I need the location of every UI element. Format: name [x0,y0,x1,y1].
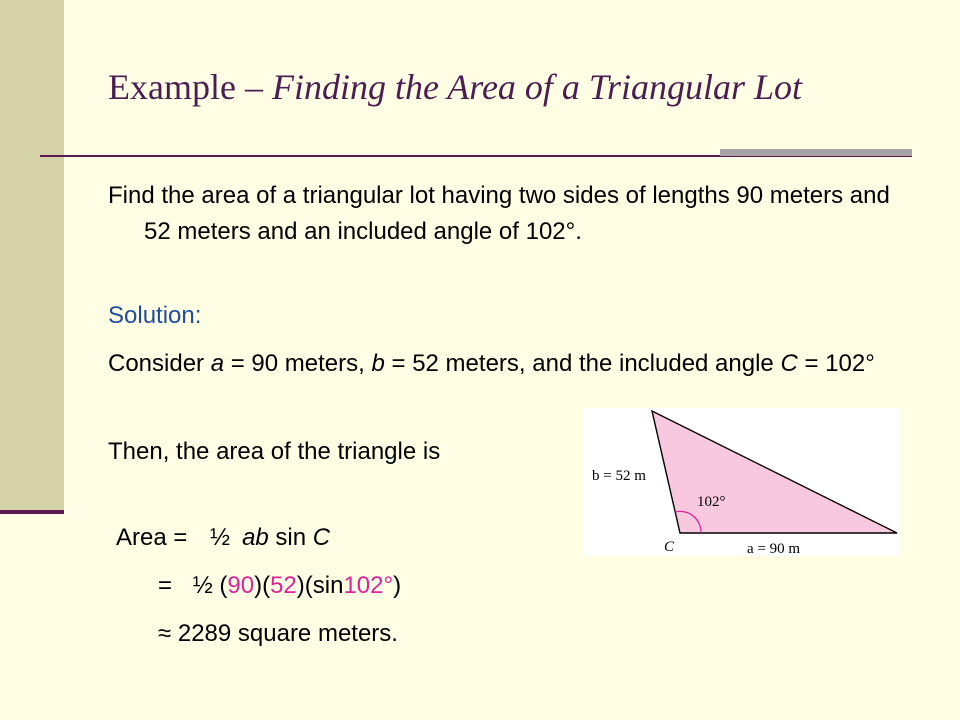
area-label: Area = [116,524,195,551]
paren-open: ( [212,572,228,599]
equals-sign: = [158,572,179,599]
half-symbol-2: ½ [192,572,213,599]
value-102: 102° [343,572,394,599]
var-a: a [210,350,225,377]
problem-statement: Find the area of a triangular lot having two sides of lengths 90 meters and 52 meters and an included angle of 102°. [108,182,890,245]
paren-close: ) [393,572,402,599]
slide-title-sub: – Finding the Area of a Triangular Lot [235,67,803,107]
consider-text-2: = 90 meters, [224,350,372,377]
side-bar-rule [0,510,64,514]
var-c-formula: C [312,524,331,551]
var-c: C [780,350,798,377]
consider-text-3: = 52 meters, and the included angle [384,350,781,377]
title-divider-accent [720,149,912,156]
then-statement: Then, the area of the triangle is [108,438,441,465]
triangle-diagram [584,408,900,556]
var-b: b [371,350,385,377]
triangle-figure [584,408,900,556]
triangle-shape [652,411,897,533]
result-text: 2289 square meters. [171,620,398,647]
label-angle: 102° [697,494,726,510]
slide-title-main: Example [108,67,236,107]
area-formula [116,524,330,552]
area-result [158,620,398,648]
paren-mid-2: )(sin [296,572,344,599]
solution-label: Solution: [108,302,202,329]
sin-text: sin [268,524,313,551]
consider-statement [108,346,904,382]
consider-text-1: Consider [108,350,211,377]
side-bar [0,0,64,512]
half-symbol: ½ [210,524,231,551]
slide-title [108,66,802,108]
label-c: C [664,539,675,555]
label-a: a = 90 m [747,541,801,556]
area-substitution [158,572,401,600]
consider-text-4: = 102° [797,350,875,377]
approx-symbol: ≈ [158,620,172,647]
value-52: 52 [270,572,297,599]
label-b: b = 52 m [592,468,646,484]
var-ab: ab [242,524,269,551]
paren-mid-1: )( [254,572,271,599]
value-90: 90 [227,572,255,599]
